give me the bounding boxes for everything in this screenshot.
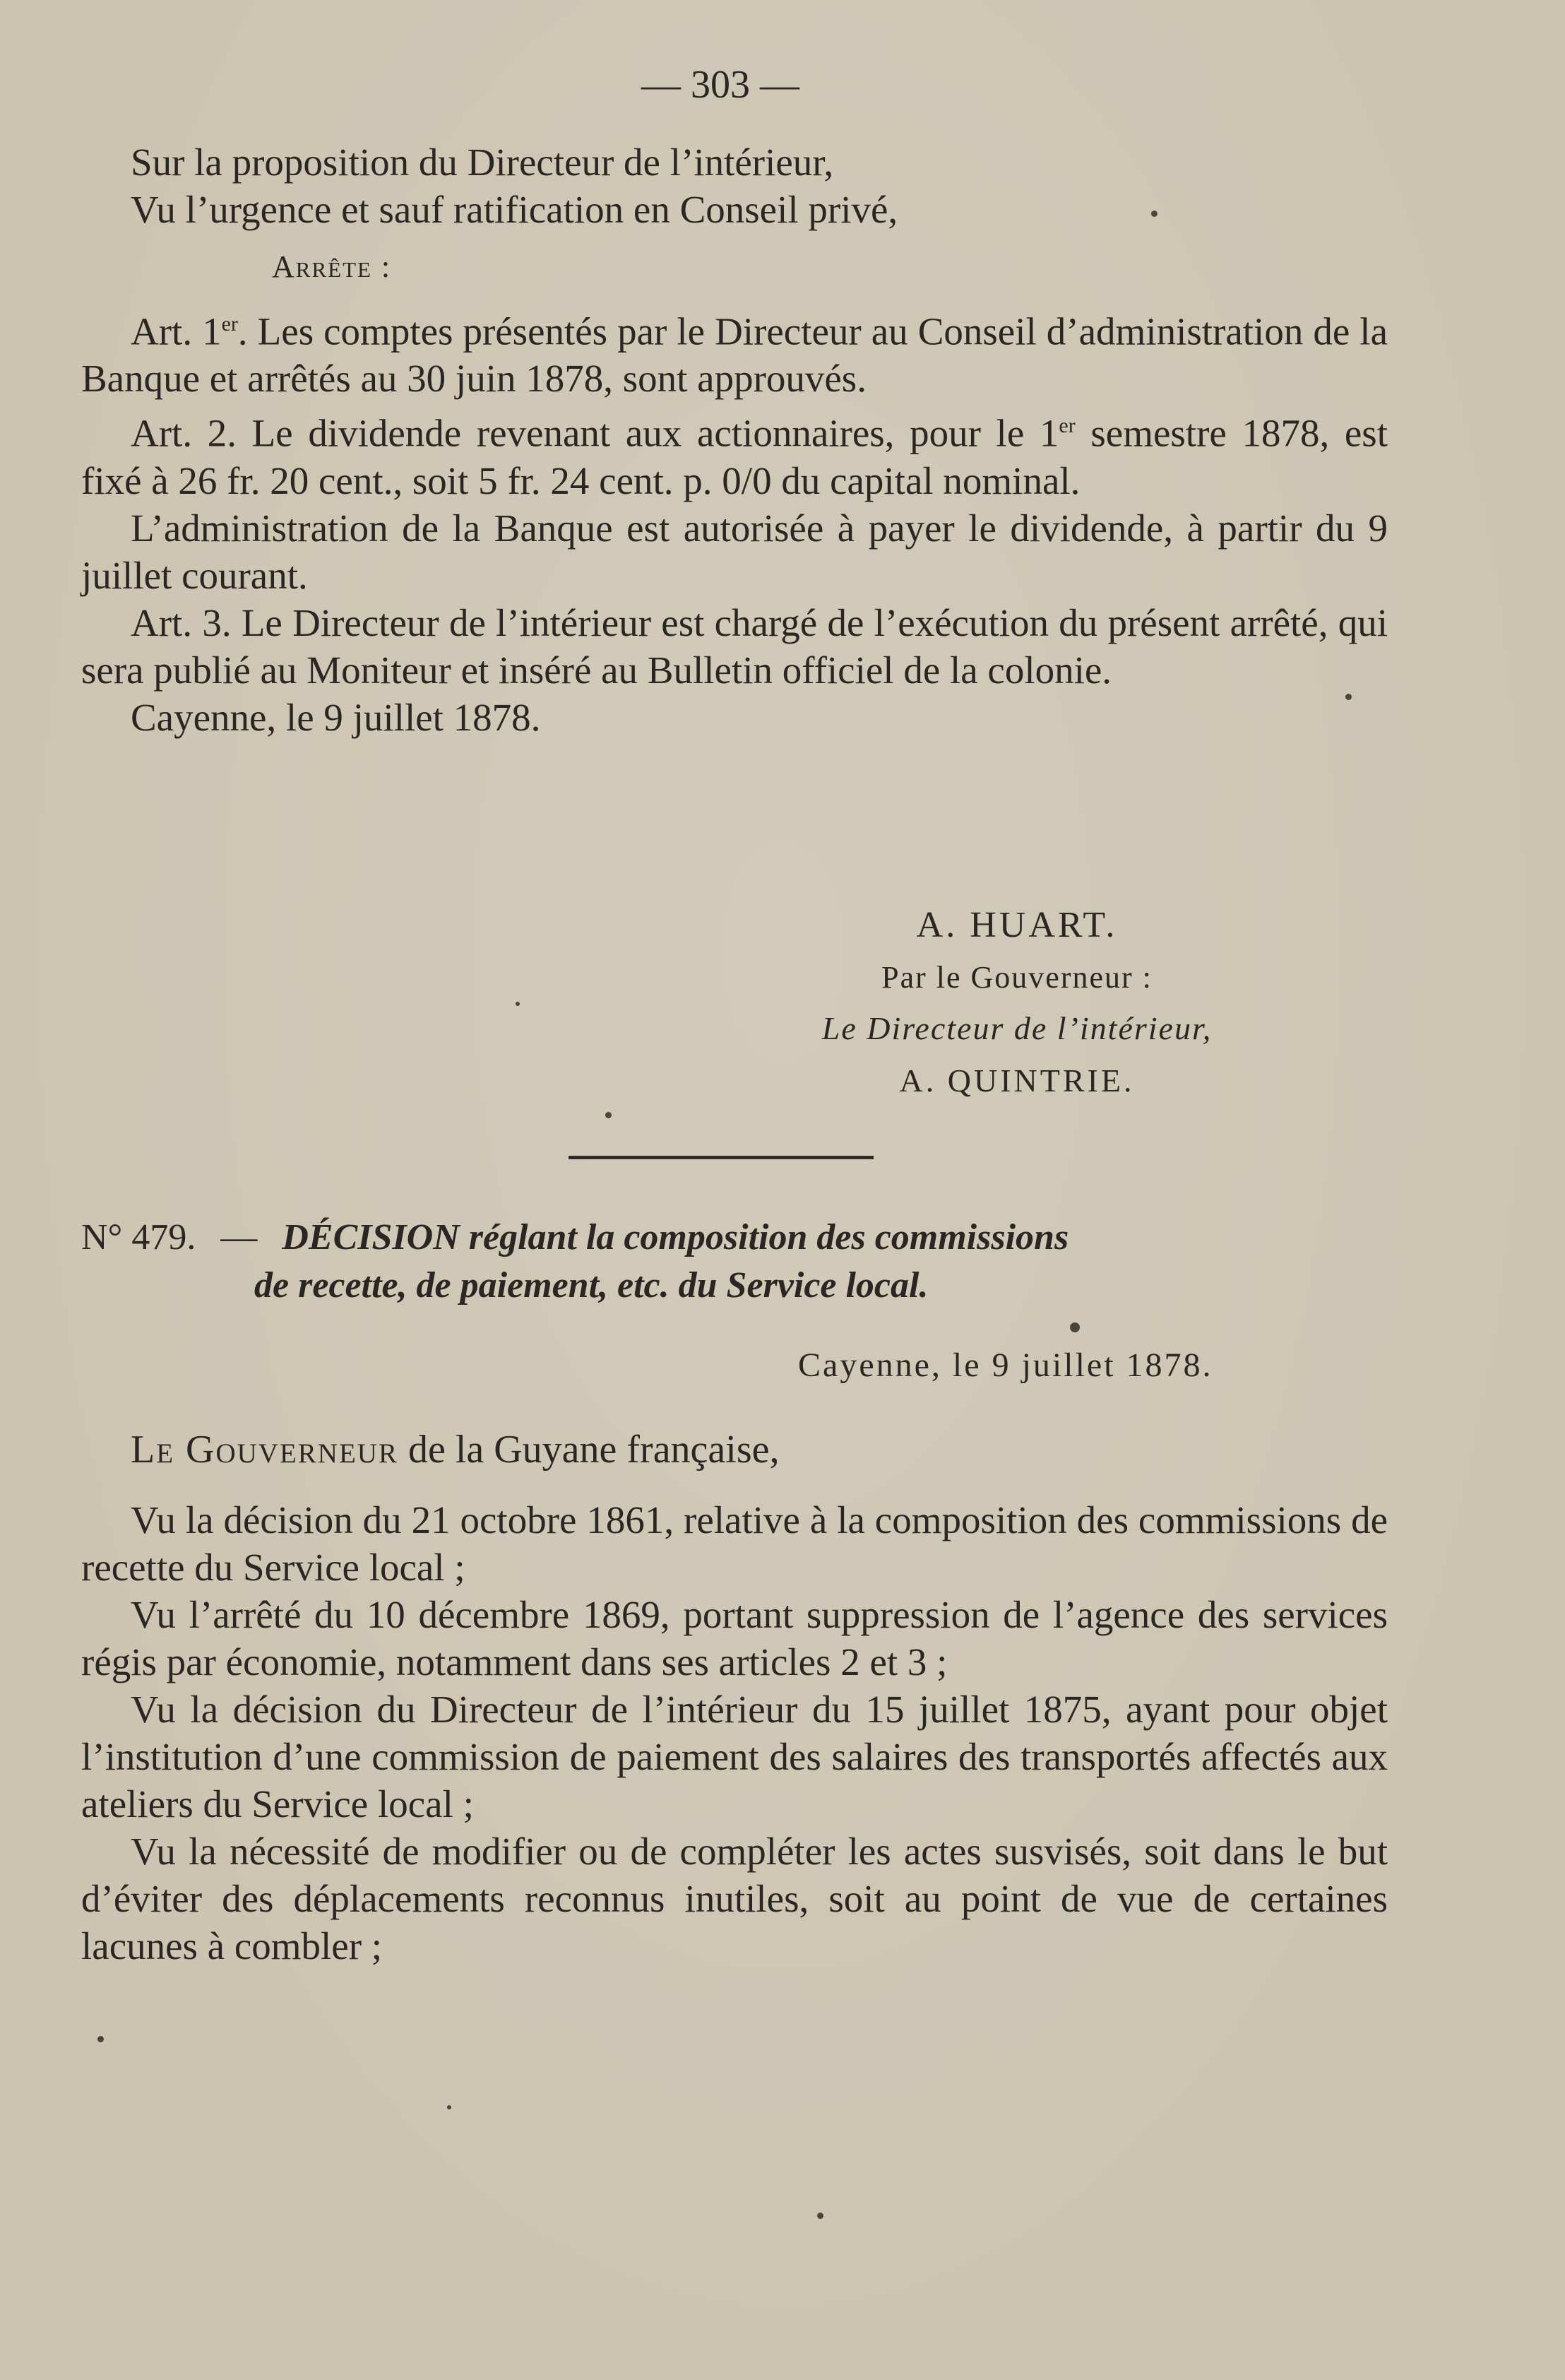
- decision-heading: [81, 1214, 1395, 1310]
- article-2-text-before: Le dividende revenant aux actionnaires, pour le 1: [236, 411, 1059, 455]
- article-2: [81, 402, 1388, 504]
- directeur-title: Le Directeur de l’intérieur,: [821, 1010, 1213, 1046]
- article-3-label: Art. 3.: [131, 600, 232, 644]
- paper-speck: [447, 2105, 451, 2109]
- considerant-2: Vu l’arrêté du 10 décembre 1869, portant suppression de l’agence des services régis par économie, notamment dans ses articles 2 et 3 ;: [81, 1593, 1388, 1683]
- article-3-text: Le Directeur de l’intérieur est chargé de l’exécution du présent arrêté, qui sera publié au Moniteur et inséré au Bulletin officiel de la colonie.: [81, 600, 1388, 692]
- arrete-body: [81, 138, 1388, 741]
- paper-speck: [516, 1002, 520, 1006]
- paper-speck: [1070, 1322, 1080, 1332]
- decision-title-line1: DÉCISION réglant la composition des commissions: [282, 1217, 1069, 1257]
- decision-number: N° 479.: [81, 1217, 196, 1257]
- paper-speck: [817, 2213, 823, 2219]
- director-signature: A. QUINTRIE.: [899, 1062, 1135, 1099]
- article-1-text: . Les comptes présentés par le Directeur au Conseil d’administration de la Banque et arrêtés au 30 juin 1878, sont approuvés.: [81, 309, 1388, 401]
- decision-heading-line1: [81, 1214, 1395, 1262]
- paper-speck: [605, 1112, 612, 1118]
- article-2-text-after: semestre 1878, est fixé à 26 fr. 20 cent., soit 5 fr. 24 cent. p. 0/0 du capital nominal.: [81, 411, 1388, 502]
- separator-rule: [569, 1156, 874, 1159]
- gouverneur-caps: Le Gouverneur: [131, 1428, 398, 1472]
- considerant-3: Vu la décision du Directeur de l’intérieur du 15 juillet 1875, ayant pour objet l’institution d’une commission de paiement des salaires des transportés affectés aux ateliers du Service local ;: [81, 1688, 1388, 1825]
- article-1: [81, 300, 1388, 402]
- page-number: — 303 —: [641, 63, 799, 107]
- gouverneur-rest: de la Guyane française,: [398, 1428, 780, 1472]
- paper-speck: [97, 2036, 104, 2042]
- article-1-label: Art. 1: [131, 309, 222, 353]
- gouverneur-line: [131, 1427, 779, 1472]
- article-1-sup: er: [221, 312, 238, 336]
- urgence-line: Vu l’urgence et sauf ratification en Conseil privé,: [131, 188, 898, 231]
- par-le-gouverneur: Par le Gouverneur :: [881, 960, 1153, 995]
- article-3: [81, 599, 1388, 694]
- considerants-body: [81, 1496, 1388, 1970]
- paper-speck: [1345, 694, 1352, 700]
- paper-speck: [1151, 211, 1158, 217]
- decision-place-date: Cayenne, le 9 juillet 1878.: [798, 1346, 1213, 1384]
- decision-title-line2: de recette, de paiement, etc. du Service local.: [254, 1265, 929, 1306]
- considerant-1: Vu la décision du 21 octobre 1861, relative à la composition des commissions de recette du Service local ;: [81, 1498, 1388, 1589]
- decision-dash: —: [220, 1217, 258, 1257]
- governor-signature: A. HUART.: [916, 905, 1118, 945]
- article-2-label: Art. 2.: [131, 411, 237, 455]
- signature-block: [706, 899, 1328, 1108]
- article-2-sup: er: [1059, 414, 1076, 438]
- proposition-line: Sur la proposition du Directeur de l’intérieur,: [131, 141, 834, 184]
- admin-paragraph: L’administration de la Banque est autorisée à payer le dividende, à partir du 9 juillet courant.: [81, 506, 1388, 597]
- place-date-arrete: Cayenne, le 9 juillet 1878.: [131, 695, 541, 739]
- arrete-heading: Arrête :: [272, 249, 392, 284]
- considerant-4: Vu la nécessité de modifier ou de compléter les actes susvisés, soit dans le but d’éviter des déplacements reconnus inutiles, soit au point de vue de certaines lacunes à combler ;: [81, 1830, 1388, 1967]
